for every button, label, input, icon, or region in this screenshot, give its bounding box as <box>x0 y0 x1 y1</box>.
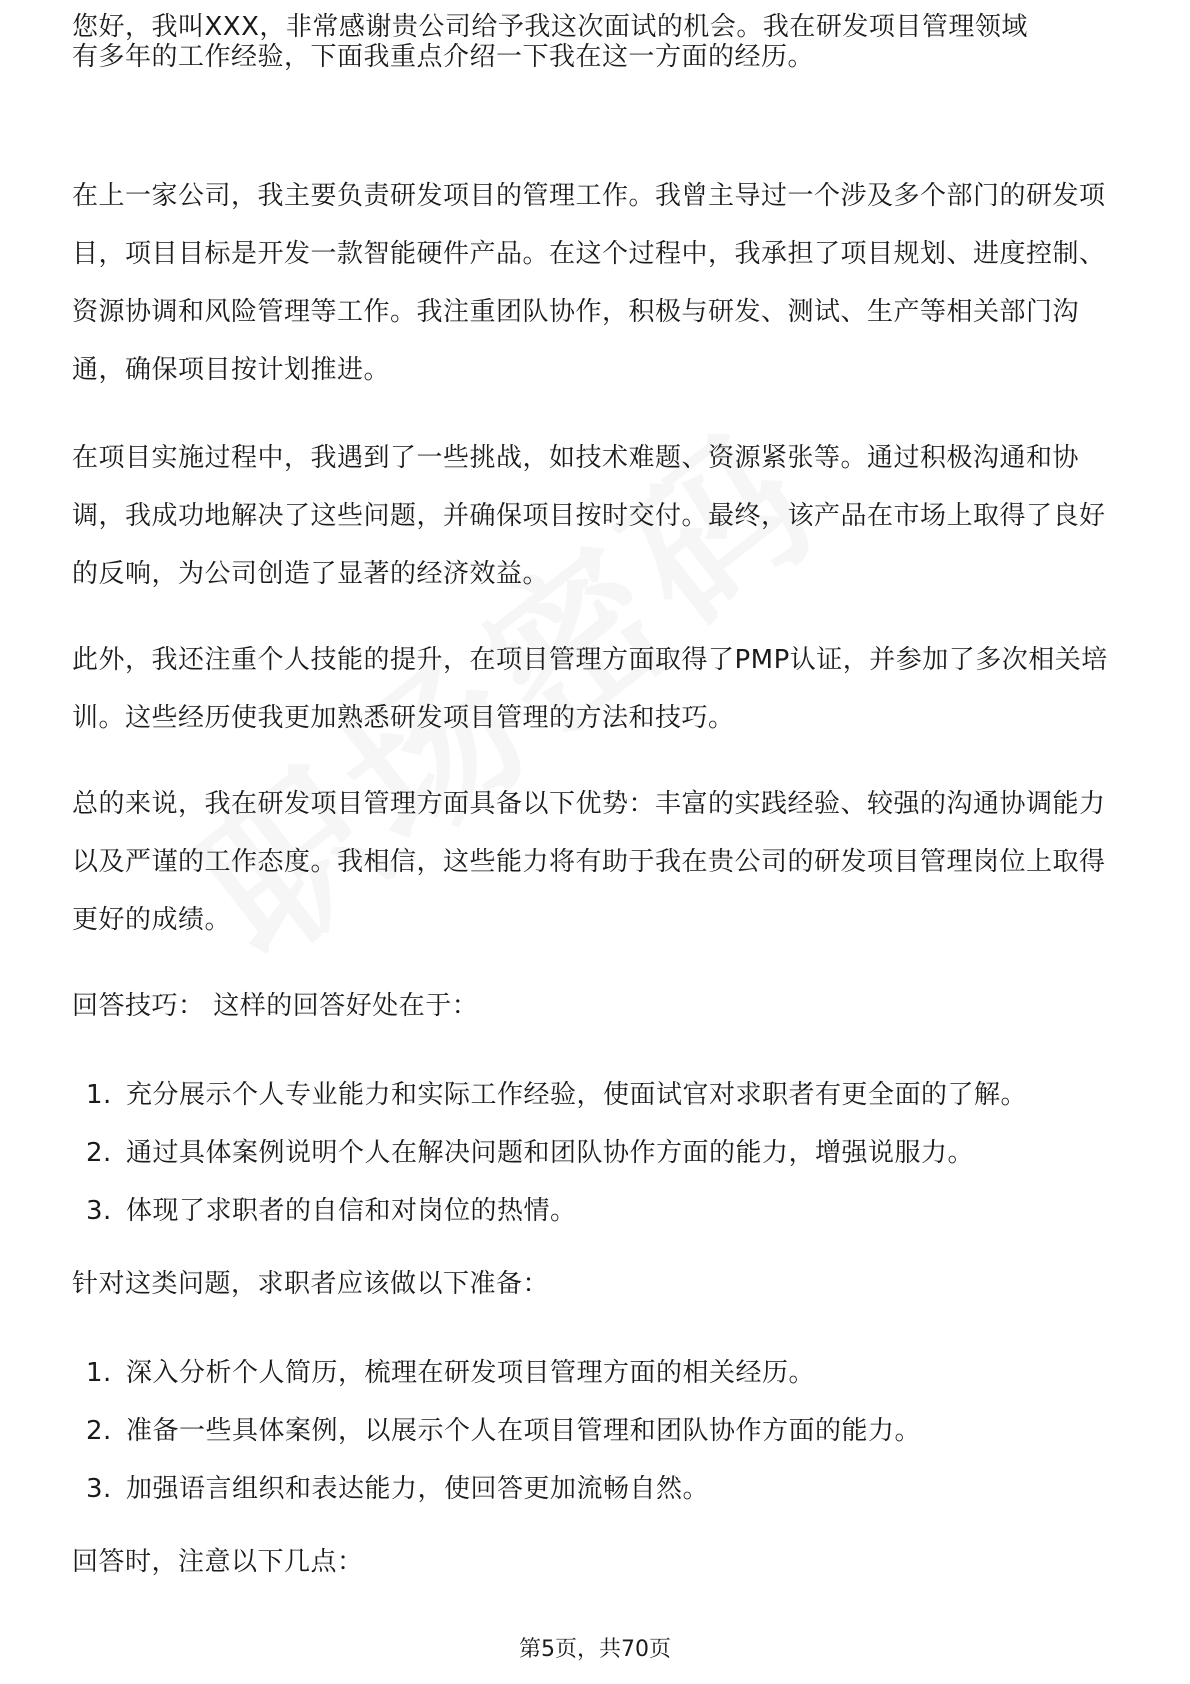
paragraph-skills: 此外，我还注重个人技能的提升，在项目管理方面取得了PMP认证，并参加了多次相关培训。这些经历使我更加熟悉研发项目管理的方法和技巧。 <box>72 645 1108 733</box>
list-number: 2. <box>86 1138 112 1168</box>
intro-cut-line: 您好，我叫XXX，非常感谢贵公司给予我这次面试的机会。我在研发项目管理领域 <box>72 12 1028 42</box>
paragraph-challenges: 在项目实施过程中，我遇到了一些挑战，如技术难题、资源紧张等。通过积极沟通和协调，我成功地解决了这些问题，并确保项目按时交付。最终，该产品在市场上取得了良好的反响，为公司创造了显著的经济效益。 <box>72 443 1106 589</box>
intro-paragraph <box>72 12 1028 86</box>
notes-heading: 回答时，注意以下几点： <box>72 1547 364 1577</box>
list-text: 通过具体案例说明个人在解决问题和团队协作方面的能力，增强说服力。 <box>126 1138 975 1168</box>
list-number: 1. <box>86 1080 112 1110</box>
paragraph-summary: 总的来说，我在研发项目管理方面具备以下优势：丰富的实践经验、较强的沟通协调能力以及严谨的工作态度。我相信，这些能力将有助于我在贵公司的研发项目管理岗位上取得更好的成绩。 <box>72 789 1106 935</box>
list-text: 准备一些具体案例，以展示个人在项目管理和团队协作方面的能力。 <box>126 1416 922 1446</box>
paragraph-experience: 在上一家公司，我主要负责研发项目的管理工作。我曾主导过一个涉及多个部门的研发项目，项目目标是开发一款智能硬件产品。在这个过程中，我承担了项目规划、进度控制、资源协调和风险管理等工作。我注重团队协作，积极与研发、测试、生产等相关部门沟通，确保项目按计划推进。 <box>72 181 1106 385</box>
prep-list <box>72 1344 921 1518</box>
list-number: 3. <box>86 1474 112 1504</box>
list-item <box>72 1460 921 1518</box>
page-number: 第5页，共70页 <box>519 1637 671 1662</box>
list-item <box>72 1066 1027 1124</box>
list-item <box>72 1344 921 1402</box>
list-text: 加强语言组织和表达能力，使回答更加流畅自然。 <box>126 1474 710 1504</box>
list-number: 2. <box>86 1416 112 1446</box>
tips-heading: 回答技巧： 这样的回答好处在于： <box>72 991 479 1021</box>
list-item <box>72 1182 1027 1240</box>
prep-heading: 针对这类问题，求职者应该做以下准备： <box>72 1269 550 1299</box>
list-item <box>72 1402 921 1460</box>
list-number: 1. <box>86 1358 112 1388</box>
list-item <box>72 1124 1027 1182</box>
list-text: 充分展示个人专业能力和实际工作经验，使面试官对求职者有更全面的了解。 <box>126 1080 1028 1110</box>
tips-list <box>72 1066 1027 1240</box>
list-text: 深入分析个人简历，梳理在研发项目管理方面的相关经历。 <box>126 1358 816 1388</box>
list-text: 体现了求职者的自信和对岗位的热情。 <box>126 1196 577 1226</box>
intro-line: 有多年的工作经验，下面我重点介绍一下我在这一方面的经历。 <box>72 42 815 72</box>
list-number: 3. <box>86 1196 112 1226</box>
